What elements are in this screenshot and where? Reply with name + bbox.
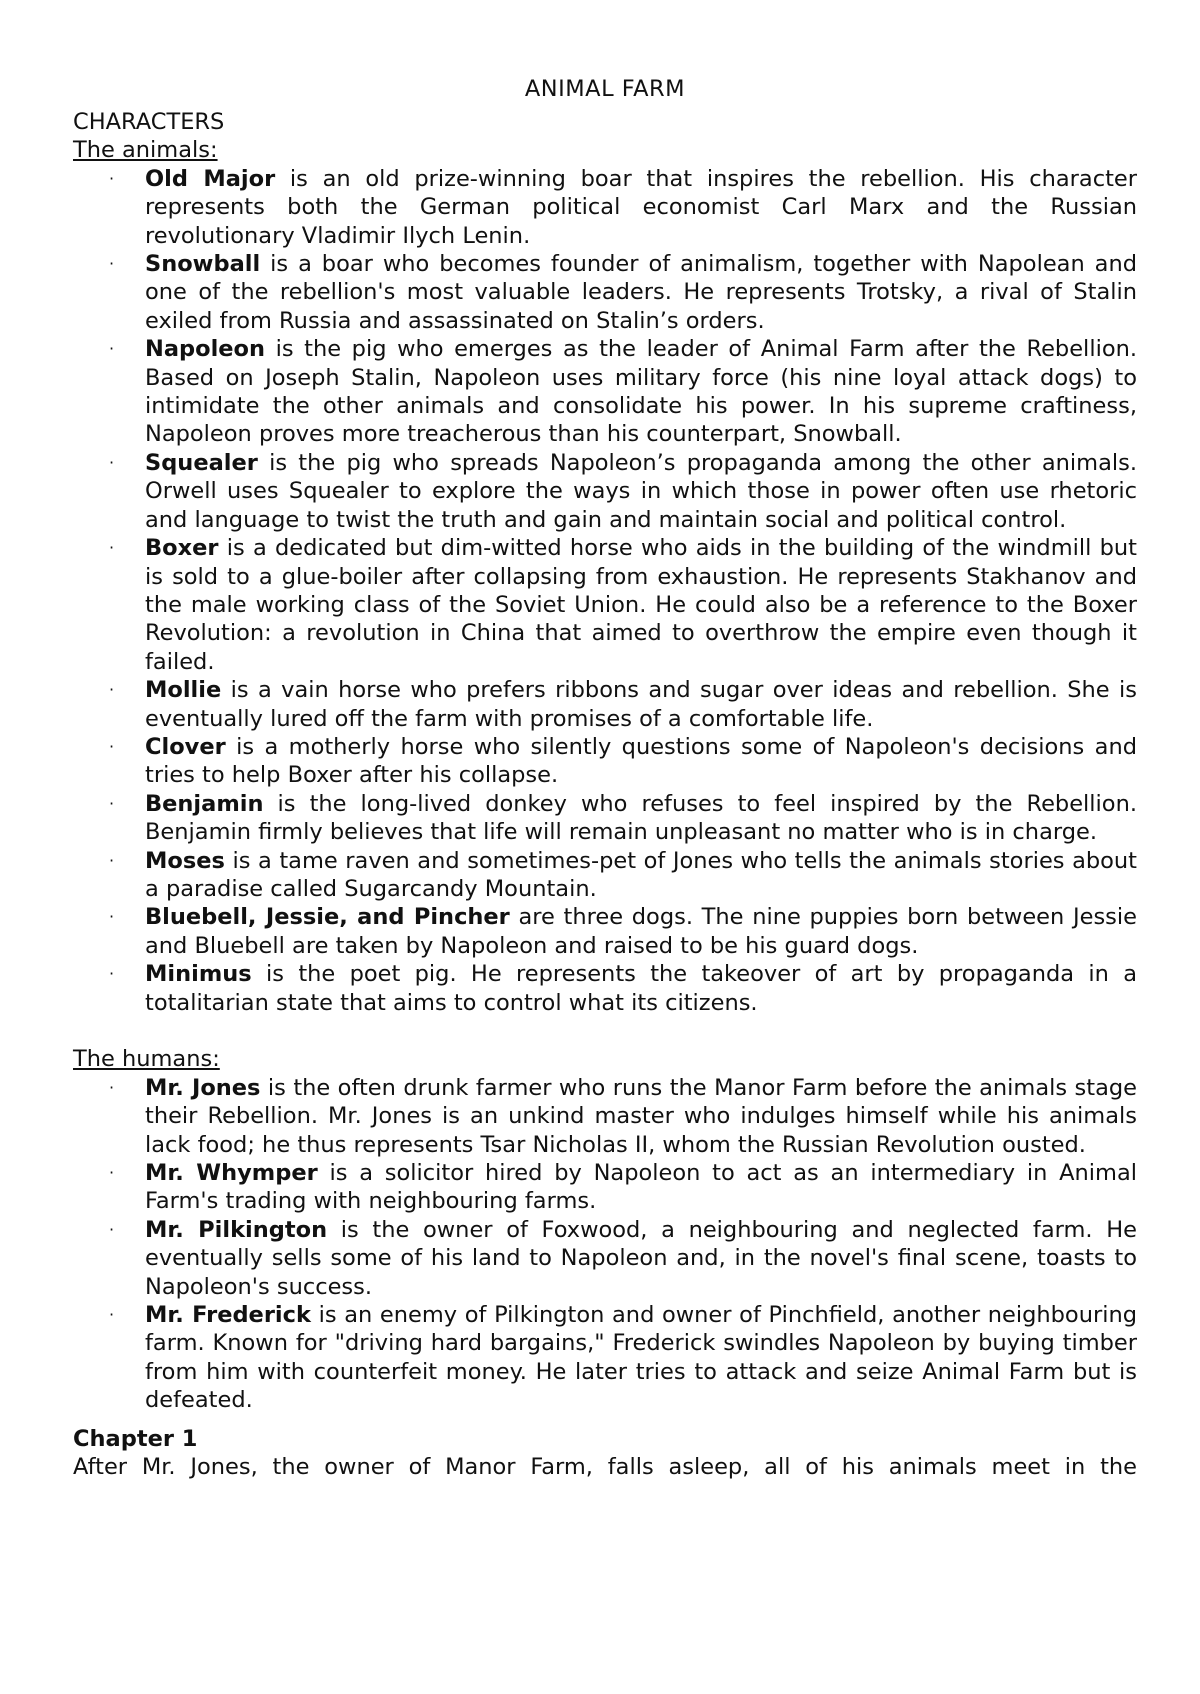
character-description: is the often drunk farmer who runs the Manor Farm before the animals stage their Rebellion. Mr. Jones is an unkind master who indulges himself while his animals lack food; he thus represents Tsar Nicholas II, whom the Russian Revolution ousted.: [145, 1074, 1137, 1158]
document-title: ANIMAL FARM: [524, 76, 686, 102]
character-name: Moses: [145, 847, 225, 874]
bullet-icon: ·: [109, 907, 115, 927]
character-entry: [73, 1216, 1137, 1301]
bullet-icon: ·: [109, 168, 115, 188]
character-name: Minimus: [145, 961, 252, 988]
bullet-icon: ·: [109, 850, 115, 870]
character-name: Old Major: [145, 165, 276, 192]
bullet-icon: ·: [109, 538, 115, 558]
animals-list: [73, 165, 1137, 1017]
character-entry: [73, 733, 1137, 790]
character-entry: [73, 449, 1137, 534]
character-description: is the long-lived donkey who refuses to feel inspired by the Rebellion. Benjamin firmly believes that life will remain unpleasant no matter who is in charge.: [145, 790, 1137, 846]
character-entry: [73, 335, 1137, 449]
character-name: Boxer: [145, 535, 219, 562]
character-description: are three dogs. The nine puppies born between Jessie and Bluebell are taken by Napoleon and raised to be his guard dogs.: [145, 904, 1137, 959]
bullet-icon: ·: [109, 793, 115, 813]
bullet-icon: ·: [109, 736, 115, 756]
character-entry: [73, 1159, 1137, 1216]
character-description: is the owner of Foxwood, a neighbouring and neglected farm. He eventually sells some of his land to Napoleon and, in the novel's final scene, toasts to Napoleon's success.: [145, 1216, 1137, 1300]
character-entry: [73, 676, 1137, 733]
character-description: is an enemy of Pilkington and owner of Pinchfield, another neighbouring farm. Known for "driving hard bargains," Frederick swindles Napoleon by buying timber from him with counterfeit money. He later tries to attack and seize Animal Farm but is defeated.: [145, 1302, 1137, 1414]
chapter-paragraph: After Mr. Jones, the owner of Manor Farm, falls asleep, all of his animals meet in the: [73, 1454, 1137, 1481]
character-description: is the pig who emerges as the leader of Animal Farm after the Rebellion. Based on Joseph Stalin, Napoleon uses military force (his nine loyal attack dogs) to intimidate the other animals and consolidate his power. In his supreme craftiness, Napoleon proves more treacherous than his counterpart, Snowball.: [145, 336, 1137, 448]
section-gap: [73, 1017, 1137, 1045]
bullet-icon: ·: [109, 1077, 115, 1097]
bullet-icon: ·: [109, 1163, 115, 1183]
bullet-icon: ·: [109, 1305, 115, 1325]
bullet-icon: ·: [109, 452, 115, 472]
bullet-icon: ·: [109, 680, 115, 700]
character-entry: [73, 1301, 1137, 1415]
character-name: Mr. Jones: [145, 1074, 261, 1101]
character-name: Clover: [145, 733, 226, 760]
humans-list: [73, 1074, 1137, 1415]
character-description: is a boar who becomes founder of animalism, together with Napolean and one of the rebellion's most valuable leaders. He represents Trotsky, a rival of Stalin exiled from Russia and assassinated on Stalin’s orders.: [145, 251, 1137, 334]
character-description: is an old prize-winning boar that inspires the rebellion. His character represents both the German political economist Carl Marx and the Russian revolutionary Vladimir Ilych Lenin.: [145, 165, 1137, 249]
character-description: is a dedicated but dim-witted horse who aids in the building of the windmill but is sold to a glue-boiler after collapsing from exhaustion. He represents Stakhanov and the male working class of the Soviet Union. He could also be a reference to the Boxer Revolution: a revolution in China that aimed to overthrow the empire even though it failed.: [145, 535, 1137, 675]
animals-heading: The animals:: [73, 137, 218, 164]
humans-heading: The humans:: [73, 1046, 220, 1073]
character-description: is a motherly horse who silently questions some of Napoleon's decisions and tries to help Boxer after his collapse.: [145, 733, 1137, 789]
character-name: Mr. Whymper: [145, 1160, 318, 1187]
character-description: is a vain horse who prefers ribbons and sugar over ideas and rebellion. She is eventually lured off the farm with promises of a comfortable life.: [145, 677, 1137, 732]
character-description: is the pig who spreads Napoleon’s propaganda among the other animals. Orwell uses Squealer to explore the ways in which those in power often use rhetoric and language to twist the truth and gain and maintain social and political control.: [145, 449, 1137, 533]
character-description: is a solicitor hired by Napoleon to act as an intermediary in Animal Farm's trading with neighbouring farms.: [145, 1160, 1137, 1215]
bullet-icon: ·: [109, 254, 115, 274]
character-name: Snowball: [145, 251, 261, 278]
character-entry: [73, 250, 1137, 335]
bullet-icon: ·: [109, 1219, 115, 1239]
character-description: is a tame raven and sometimes-pet of Jones who tells the animals stories about a paradise called Sugarcandy Mountain.: [145, 847, 1137, 902]
bullet-icon: ·: [109, 339, 115, 359]
character-name: Bluebell, Jessie, and Pincher: [145, 904, 510, 931]
character-name: Napoleon: [145, 336, 266, 363]
character-name: Mr. Frederick: [145, 1302, 311, 1329]
character-entry: [73, 165, 1137, 250]
character-entry: [73, 790, 1137, 847]
character-entry: [73, 1074, 1137, 1159]
document-page: [73, 70, 1137, 1481]
character-entry: [73, 903, 1137, 960]
chapter-title: Chapter 1: [73, 1425, 198, 1452]
character-entry: [73, 847, 1137, 904]
character-name: Benjamin: [145, 790, 264, 817]
bullet-icon: ·: [109, 964, 115, 984]
characters-heading: CHARACTERS: [73, 109, 225, 135]
character-name: Mollie: [145, 677, 222, 704]
character-description: is the poet pig. He represents the takeover of art by propaganda in a totalitarian state that aims to control what its citizens.: [145, 961, 1137, 1016]
character-name: Mr. Pilkington: [145, 1216, 328, 1243]
character-entry: [73, 534, 1137, 676]
character-entry: [73, 960, 1137, 1017]
character-name: Squealer: [145, 449, 258, 476]
